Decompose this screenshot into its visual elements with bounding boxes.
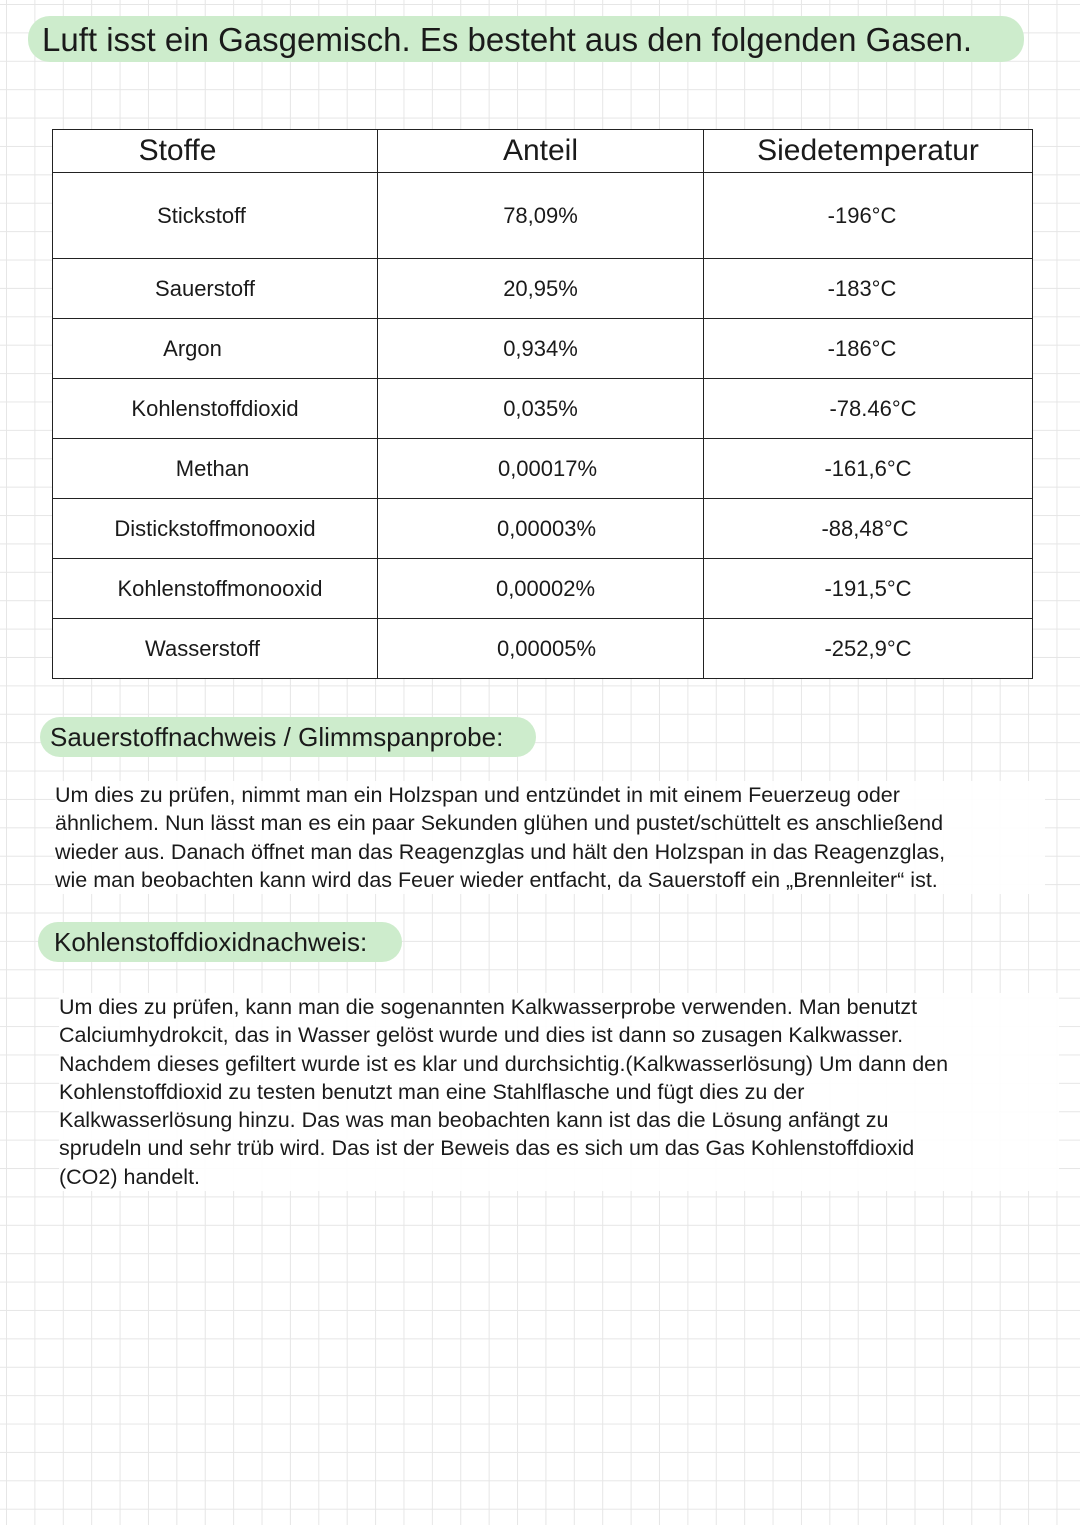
header-stoffe: Stoffe <box>53 130 378 173</box>
cell-anteil: 78,09% <box>378 173 704 259</box>
table-row <box>53 559 1033 619</box>
paragraph-kalkwasserprobe: Um dies zu prüfen, kann man die sogenannten Kalkwasserprobe verwenden. Man benutzt Calciumhydrokcit, das in Wasser gelöst wurde und dies ist dann so zusagen Kalkwasser. Nachdem dieses gefiltert wurde ist es klar und durchsichtig.(Kalkwasserlösung) Um dann den Kohlenstoffdioxid zu testen benutzt man eine Stahlflasche und fügt dies zu der Kalkwasserlösung hinzu. Das was man beobachten kann ist das die Lösung anfängt zu sprudeln und sehr trüb wird. Das ist der Beweis das es sich um das Gas Kohlenstoffdioxid (CO2) handelt. <box>59 993 1059 1191</box>
cell-stoff: Kohlenstoffdioxid <box>53 379 378 439</box>
cell-anteil: 0,00005% <box>378 619 704 679</box>
table-row <box>53 319 1033 379</box>
cell-stoff: Methan <box>53 439 378 499</box>
cell-siedetemperatur: -183°C <box>704 259 1033 319</box>
cell-siedetemperatur: -191,5°C <box>704 559 1033 619</box>
cell-stoff: Kohlenstoffmonooxid <box>53 559 378 619</box>
table-row <box>53 619 1033 679</box>
cell-anteil: 0,00017% <box>378 439 704 499</box>
section-title-kohlenstoffdioxidnachweis: Kohlenstoffdioxidnachweis: <box>54 927 368 957</box>
paragraph-glimmspanprobe: Um dies zu prüfen, nimmt man ein Holzspan und entzündet in mit einem Feuerzeug oder ähnlichem. Nun lässt man es ein paar Sekunden glühen und pustet/schüttelt es anschließend wieder aus. Danach öffnet man das Reagenzglas und hält den Holzspan in das Reagenzglas, wie man beobachten kann wird das Feuer wieder entfacht, da Sauerstoff ein „Brennleiter“ ist. <box>55 781 1045 894</box>
table-row <box>53 499 1033 559</box>
gas-table <box>52 129 1033 679</box>
cell-stoff: Sauerstoff <box>53 259 378 319</box>
cell-siedetemperatur: -196°C <box>704 173 1033 259</box>
cell-anteil: 0,00002% <box>378 559 704 619</box>
cell-siedetemperatur: -161,6°C <box>704 439 1033 499</box>
page-title: Luft isst ein Gasgemisch. Es besteht aus den folgenden Gasen. <box>42 21 973 58</box>
cell-siedetemperatur: -88,48°C <box>704 499 1033 559</box>
cell-anteil: 20,95% <box>378 259 704 319</box>
section-title-sauerstoffnachweis: Sauerstoffnachweis / Glimmspanprobe: <box>50 722 504 752</box>
table-row <box>53 259 1033 319</box>
cell-anteil: 0,934% <box>378 319 704 379</box>
cell-siedetemperatur: -252,9°C <box>704 619 1033 679</box>
cell-stoff: Stickstoff <box>53 173 378 259</box>
cell-stoff: Wasserstoff <box>53 619 378 679</box>
header-anteil: Anteil <box>378 130 704 173</box>
table-row <box>53 439 1033 499</box>
table-row <box>53 379 1033 439</box>
cell-stoff: Distickstoffmonooxid <box>53 499 378 559</box>
cell-anteil: 0,00003% <box>378 499 704 559</box>
cell-stoff: Argon <box>53 319 378 379</box>
table-header-row <box>53 130 1033 173</box>
table-row <box>53 173 1033 259</box>
header-siedetemperatur: Siedetemperatur <box>704 130 1033 173</box>
cell-anteil: 0,035% <box>378 379 704 439</box>
cell-siedetemperatur: -78.46°C <box>704 379 1033 439</box>
cell-siedetemperatur: -186°C <box>704 319 1033 379</box>
